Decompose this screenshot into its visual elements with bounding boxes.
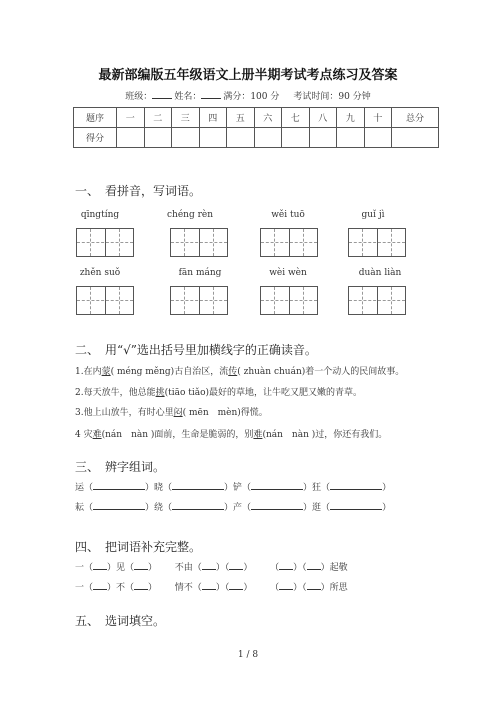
pronunciation-options[interactable]: (nán nàn )过，你还有我们。 — [262, 430, 388, 440]
section-5-heading — [75, 612, 165, 629]
pronunciation-item — [75, 405, 268, 418]
row-text: （ — [270, 563, 280, 573]
answer-blank[interactable] — [172, 501, 224, 510]
section-title: 用“√”选出括号里加横线字的正确读音。 — [105, 343, 317, 357]
score-header-cell: 题序 — [74, 108, 117, 128]
score-header-cell: 六 — [254, 108, 282, 128]
writing-grid[interactable] — [170, 228, 228, 257]
score-header-row — [74, 108, 439, 128]
row-text: ） — [148, 563, 158, 573]
row-text: ）（ — [215, 563, 230, 573]
score-value-row — [74, 128, 439, 148]
pinyin-label: fān máng — [178, 268, 222, 278]
row-text: （ — [270, 583, 280, 593]
answer-blank[interactable] — [307, 561, 321, 570]
score-cell[interactable] — [227, 128, 255, 148]
exam-time: 考试时间：90 分钟 — [293, 92, 371, 102]
score-header-cell: 十 — [364, 108, 392, 128]
row-text: 情不（ — [174, 583, 202, 593]
answer-blank[interactable] — [307, 581, 321, 590]
pronunciation-item — [75, 427, 387, 440]
writing-grid[interactable] — [348, 286, 406, 315]
row-text: ） — [243, 583, 253, 593]
writing-grid[interactable] — [348, 228, 406, 257]
answer-blank[interactable] — [202, 581, 216, 590]
answer-blank[interactable] — [229, 581, 243, 590]
row-text: ）（ — [293, 563, 307, 573]
item-text: 3.他上山放牛，有时心里 — [75, 408, 174, 418]
row-text: ） — [382, 503, 392, 513]
row-text: ）（ — [293, 583, 307, 593]
answer-blank[interactable] — [229, 561, 243, 570]
answer-blank[interactable] — [93, 481, 145, 490]
pronunciation-item — [75, 364, 404, 377]
idiom-row — [75, 580, 348, 593]
score-cell[interactable] — [364, 128, 392, 148]
score-cell[interactable] — [309, 128, 337, 148]
item-text: 2.每天放牛，他总能 — [75, 388, 156, 398]
pronunciation-options[interactable]: (nán nàn )面前，生命是脆弱的，别 — [101, 430, 254, 440]
underlined-char: 难 — [253, 430, 263, 440]
class-blank[interactable] — [152, 90, 172, 99]
row-text: ）绕（ — [145, 503, 173, 513]
row-text: ）狂（ — [303, 483, 331, 493]
class-label: 班级： — [125, 92, 153, 102]
idiom-row — [75, 560, 348, 573]
score-header-cell: 一 — [117, 108, 145, 128]
student-info-line — [0, 89, 496, 102]
answer-blank[interactable] — [279, 561, 293, 570]
row-text: ） — [382, 483, 392, 493]
row-text: ） — [148, 583, 158, 593]
row-text: 不由（ — [174, 563, 202, 573]
page-title: 最新部编版五年级语文上册半期考试考点练习及答案 — [98, 68, 398, 83]
score-header-cell: 总分 — [392, 108, 439, 128]
score-header-cell: 三 — [172, 108, 200, 128]
answer-blank[interactable] — [172, 481, 224, 490]
pinyin-label: duàn liàn — [358, 268, 402, 278]
pinyin-label: guǐ jì — [361, 210, 385, 220]
pinyin-label: wèi wèn — [269, 268, 307, 278]
section-title: 选词填空。 — [105, 614, 166, 628]
answer-blank[interactable] — [251, 501, 303, 510]
underlined-char: 蒙 — [101, 367, 111, 377]
item-text: 1.在内 — [75, 367, 102, 377]
section-2-heading — [75, 341, 317, 358]
pronunciation-options[interactable]: (tiāo tiǎo)最好的草地，让牛吃又肥又嫩的青草。 — [164, 388, 363, 398]
full-score: 满分：100 分 — [223, 92, 280, 102]
row-text: ） — [243, 563, 253, 573]
row-text: ）所思 — [320, 583, 348, 593]
score-cell[interactable] — [117, 128, 145, 148]
section-number: 一、 — [75, 184, 100, 198]
answer-blank[interactable] — [93, 501, 145, 510]
writing-grid[interactable] — [260, 286, 318, 315]
score-cell[interactable] — [199, 128, 227, 148]
score-cell[interactable] — [392, 128, 439, 148]
answer-blank[interactable] — [93, 581, 107, 590]
writing-grid[interactable] — [170, 286, 228, 315]
underlined-char: 闷 — [173, 408, 183, 418]
section-4-heading — [75, 538, 201, 555]
writing-grid[interactable] — [76, 286, 134, 315]
pinyin-label: zhěn suǒ — [79, 268, 121, 278]
section-title: 辨字组词。 — [105, 460, 166, 474]
answer-blank[interactable] — [93, 561, 107, 570]
score-header-cell: 九 — [337, 108, 365, 128]
answer-blank[interactable] — [330, 501, 382, 510]
score-row-label: 得分 — [74, 128, 117, 148]
section-number: 四、 — [75, 540, 100, 554]
section-number: 三、 — [75, 460, 100, 474]
score-header-cell: 四 — [199, 108, 227, 128]
score-cell[interactable] — [282, 128, 310, 148]
pronunciation-item — [75, 385, 362, 398]
row-text: ）铲（ — [224, 483, 252, 493]
pronunciation-options[interactable]: ( zhuàn chuán)着一个动人的民间故事。 — [237, 367, 405, 377]
row-text: ）（ — [215, 583, 230, 593]
pronunciation-options[interactable]: ( méng měng)古自治区，流 — [110, 367, 229, 377]
writing-grid[interactable] — [76, 228, 134, 257]
underlined-char: 难 — [92, 430, 102, 440]
section-number: 二、 — [75, 343, 100, 357]
score-header-cell: 二 — [144, 108, 172, 128]
score-cell[interactable] — [144, 128, 172, 148]
score-header-cell: 七 — [282, 108, 310, 128]
row-text: ）逛（ — [303, 503, 331, 513]
score-cell[interactable] — [172, 128, 200, 148]
section-3-heading — [75, 458, 165, 475]
answer-blank[interactable] — [202, 561, 216, 570]
underlined-char: 传 — [228, 367, 238, 377]
writing-grid[interactable] — [260, 228, 318, 257]
row-text: ）起敬 — [320, 563, 348, 573]
pinyin-label: chéng rèn — [166, 210, 213, 220]
row-text: 一（ — [75, 583, 94, 593]
score-header-cell: 五 — [227, 108, 255, 128]
answer-blank[interactable] — [251, 481, 303, 490]
row-text: 耘（ — [75, 503, 94, 513]
page-number: 1 / 8 — [237, 650, 259, 660]
word-group-row — [75, 480, 391, 493]
section-title: 把词语补充完整。 — [105, 540, 202, 554]
name-label: 姓名： — [174, 92, 202, 102]
word-group-row — [75, 500, 391, 513]
score-header-cell: 八 — [309, 108, 337, 128]
score-cell[interactable] — [337, 128, 365, 148]
underlined-char: 挑 — [155, 388, 165, 398]
pronunciation-options[interactable]: ( mēn mèn)得慌。 — [182, 408, 268, 418]
pinyin-label: qīngtíng — [80, 210, 120, 220]
pinyin-label: wěi tuō — [271, 210, 305, 220]
row-text: ）产（ — [224, 503, 252, 513]
answer-blank[interactable] — [330, 481, 382, 490]
row-text: ）不（ — [107, 583, 135, 593]
row-text: 一（ — [75, 563, 94, 573]
row-text: ）见（ — [107, 563, 135, 573]
section-title: 看拼音，写词语。 — [105, 184, 202, 198]
row-text: ）晓（ — [145, 483, 173, 493]
score-cell[interactable] — [254, 128, 282, 148]
item-text: 4 灾 — [75, 430, 93, 440]
row-text: 运（ — [75, 483, 94, 493]
answer-blank[interactable] — [134, 561, 148, 570]
section-number: 五、 — [75, 614, 100, 628]
name-blank[interactable] — [201, 90, 221, 99]
answer-blank[interactable] — [279, 581, 293, 590]
score-table — [73, 107, 439, 148]
section-1-heading — [75, 182, 201, 199]
answer-blank[interactable] — [134, 581, 148, 590]
